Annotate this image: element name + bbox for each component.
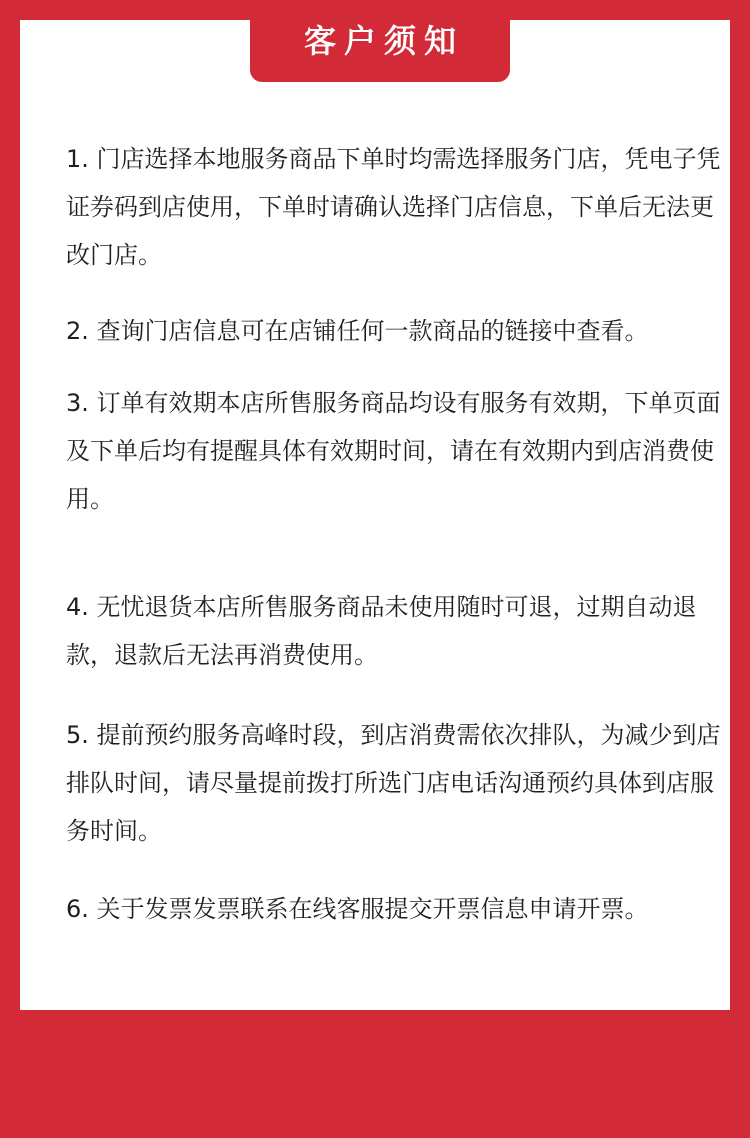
notice-card (20, 20, 730, 1010)
notice-item-2: 2. 查询门店信息可在店铺任何一款商品的链接中查看。 (66, 317, 649, 345)
notice-list (66, 135, 728, 933)
notice-item-5: 5. 提前预约服务高峰时段，到店消费需依次排队，为减少到店排队时间，请尽量提前拨打所选门店电话沟通预约具体到店服务时间。 (66, 721, 721, 845)
notice-item-6: 6. 关于发票发票联系在线客服提交开票信息申请开票。 (66, 895, 649, 923)
notice-item-4: 4. 无忧退货本店所售服务商品未使用随时可退，过期自动退款，退款后无法再消费使用。 (66, 593, 697, 669)
notice-item-3: 3. 订单有效期本店所售服务商品均设有服务有效期，下单页面及下单后均有提醒具体有效期时间，请在有效期内到店消费使用。 (66, 389, 721, 513)
notice-item-1: 1. 门店选择本地服务商品下单时均需选择服务门店，凭电子凭证券码到店使用，下单时请确认选择门店信息，下单后无法更改门店。 (66, 145, 721, 269)
page-title: 客户须知 (303, 22, 464, 60)
title-banner (250, 0, 510, 82)
